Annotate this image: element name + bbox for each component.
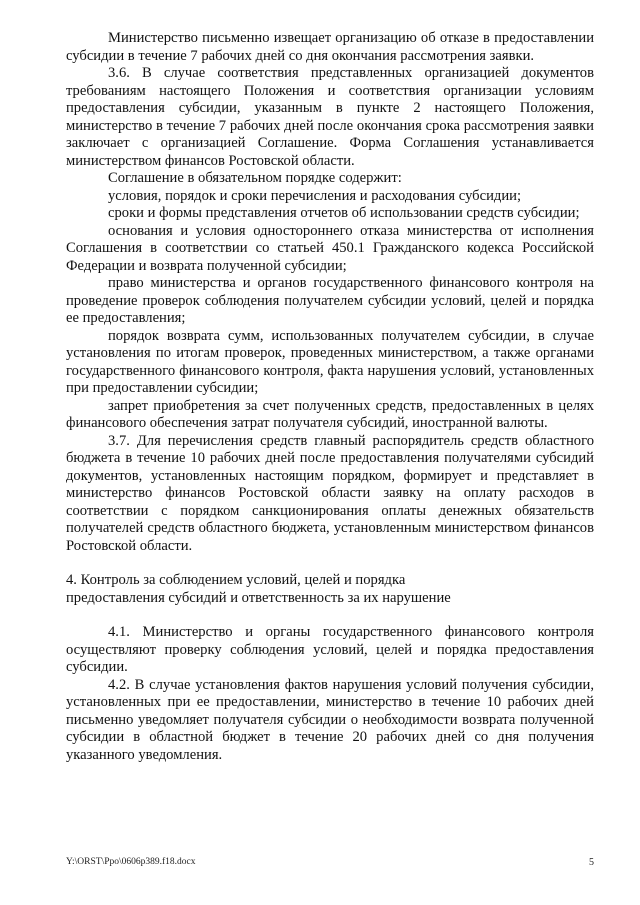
paragraph-4-2: 4.2. В случае установления фактов нарушения условий получения субсидии, установленных при ее предоставлении, министерство в течение 10 рабочих дней письменно уведомляет получателя субсидии о необходимости возврата полученной субсидии в областной бюджет в течение 20 рабочих дней со дня получения указанного уведомления. (66, 676, 594, 763)
list-item-currency-ban: запрет приобретения за счет полученных средств, предоставленных в целях финансового обеспечения затрат получателя субсидий, иностранной валюты. (66, 397, 594, 431)
list-item-conditions: условия, порядок и сроки перечисления и расходования субсидии; (108, 187, 521, 204)
paragraph-refusal-notice: Министерство письменно извещает организацию об отказе в предоставлении субсидии в течение 7 рабочих дней со дня окончания рассмотрения заявки. (66, 30, 594, 64)
paragraph-agreement-contents-intro: Соглашение в обязательном порядке содержит: (108, 170, 402, 186)
list-item-reporting: сроки и формы представления отчетов об использовании средств субсидии; (108, 205, 580, 221)
page-number: 5 (589, 857, 594, 868)
list-item-unilateral-refusal: основания и условия одностороннего отказа министерства от исполнения Соглашения в соответствии со статьей 450.1 Гражданского кодекса Российской Федерации и возврата полученной субсидии; (66, 222, 594, 274)
list-item-refund-procedure: порядок возврата сумм, использованных получателем субсидии, в случае установления по итогам проверок, проведенных министерством, а также органами государственного финансового контроля, факта нарушения условий, установленных при предоставлении субсидии; (66, 327, 594, 396)
paragraph-3-6: 3.6. В случае соответствия представленных организацией документов требованиям настоящего Положения и соответствия организации условиям предоставления субсидии, указанным в пункте 2 настоящего Положения, министерство в течение 7 рабочих дней после окончания срока рассмотрения заявки заключает с организацией Соглашение. Форма Соглашения устанавливается министерством финансов Ростовской области. (66, 65, 594, 169)
paragraph-4-1: 4.1. Министерство и органы государственного финансового контроля осуществляют проверку соблюдения условий, целей и порядка предоставления субсидии. (66, 624, 594, 675)
section-heading-line-2: предоставления субсидий и ответственность за их нарушение (66, 589, 451, 606)
list-item-control-right: право министерства и органов государственного финансового контроля на проведение проверок соблюдения получателем субсидии условий, целей и порядка ее предоставления; (66, 275, 594, 326)
paragraph-3-7: 3.7. Для перечисления средств главный распорядитель средств областного бюджета в течение 10 рабочих дней после предоставления получателями субсидий документов, установленных настоящим порядком, формирует и представляет в министерство финансов Ростовской области заявку на оплату расходов в соответствии с порядком санкционирования оплаты денежных обязательств получателей средств областного бюджета, установленным министерством финансов Ростовской области. (66, 432, 594, 554)
section-heading-4 (66, 572, 594, 607)
document-page (66, 30, 594, 764)
section-heading-line-1: 4. Контроль за соблюдением условий, целей и порядка (66, 572, 406, 588)
footer-file-path: Y:\ORST\Ppo\0606p389.f18.docx (66, 857, 196, 867)
